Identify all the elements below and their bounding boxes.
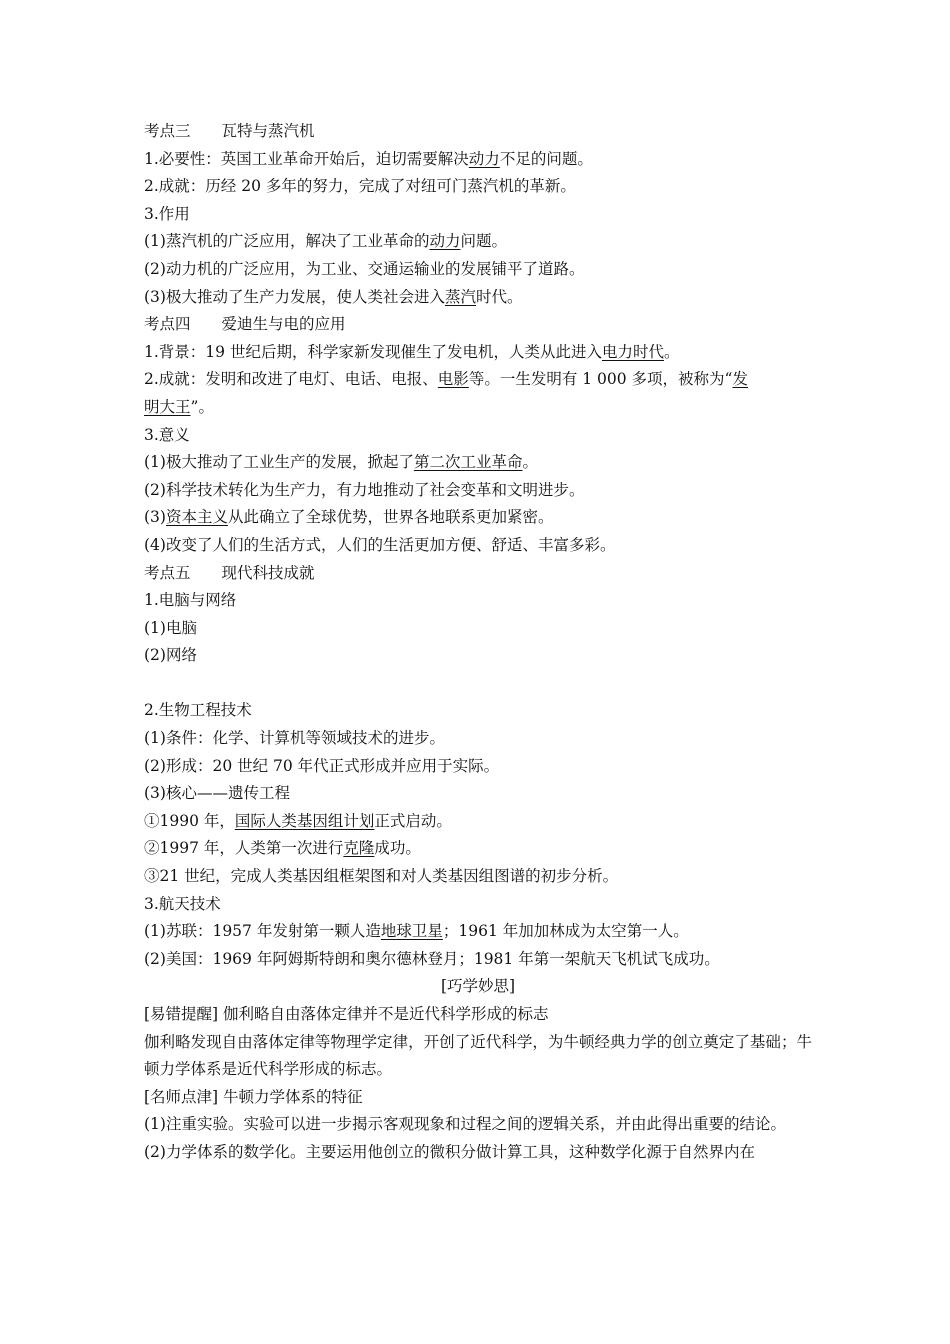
text-line: (2)科学技术转化为生产力，有力地推动了社会变革和文明进步。 [144,480,585,499]
text-line: (2)动力机的广泛应用，为工业、交通运输业的发展铺平了道路。 [144,259,585,278]
document-page [144,118,812,1167]
key-term: 明大王 [144,397,191,416]
key-term: 电力时代 [601,342,664,361]
text-line: (2)力学体系的数学化。主要运用他创立的微积分做计算工具，这种数学化源于自然界内在 [144,1142,755,1161]
text-line: (3)极大推动了生产力发展，使人类社会进入蒸汽时代。 [144,287,523,306]
section-label: 考点三 [144,122,191,140]
text-line: ②1997 年，人类第一次进行克隆成功。 [144,839,421,858]
section-label: 考点五 [144,563,191,582]
text-line: (2)美国：1969 年阿姆斯特朗和奥尔德林登月；1981 年第一架航天飞机试飞成功。 [144,949,720,968]
key-term: 动力 [429,232,461,251]
key-term: 发 [732,370,748,389]
section-heading [144,118,812,146]
paragraph: 伽利略发现自由落体定律等物理学定律，开创了近代科学，为牛顿经典力学的创立奠定了基础；牛顿力学体系是近代科学形成的标志。 [144,1032,812,1079]
section-label: 考点四 [144,315,191,334]
text-line: (3)核心——遗传工程 [144,784,290,803]
error-reminder-heading: [易错提醒] 伽利略自由落体定律并不是近代科学形成的标志 [144,1005,549,1023]
section-title: 现代科技成就 [221,563,315,582]
teacher-note-heading: [名师点津] 牛顿力学体系的特征 [144,1087,363,1106]
text-line: (1)极大推动了工业生产的发展，掀起了第二次工业革命。 [144,453,538,472]
blank-line [144,670,812,698]
text-line: 1.背景：19 世纪后期，科学家新发现催生了发电机，人类从此进入电力时代。 [144,342,680,361]
subheading: 2.生物工程技术 [144,701,252,720]
text-line: (2)网络 [144,646,197,665]
section-title: 爱迪生与电的应用 [221,315,346,334]
section-title: 瓦特与蒸汽机 [221,122,315,140]
text-line: 1.必要性：英国工业革命开始后，迫切需要解决动力不足的问题。 [144,149,593,168]
section-heading [144,560,812,588]
paragraph: (1)注重实验。实验可以进一步揭示客观现象和过程之间的逻辑关系，并由此得出重要的结论。 [144,1115,786,1134]
text-line: (1)电脑 [144,618,197,637]
subheading: 3.意义 [144,425,190,444]
subheading: 3.航天技术 [144,894,221,913]
key-term: 地球卫星 [380,922,443,941]
text-line: (1)苏联：1957 年发射第一颗人造地球卫星；1961 年加加林成为太空第一人。 [144,922,689,941]
key-term: 第二次工业革命 [413,453,523,472]
text-line: ③21 世纪，完成人类基因组框架图和对人类基因组图谱的初步分析。 [144,867,619,886]
text-line: (3)资本主义从此确立了全球优势，世界各地联系更加紧密。 [144,508,554,527]
tips-heading: [巧学妙思] [440,977,516,996]
text-line: (4)改变了人们的生活方式，人们的生活更加方便、舒适、丰富多彩。 [144,535,616,554]
text-line: 2.成就：历经 20 多年的努力，完成了对纽可门蒸汽机的革新。 [144,177,576,196]
key-term: 电影 [437,370,469,389]
key-term: 资本主义 [165,508,228,527]
text-line: ①1990 年，国际人类基因组计划正式启动。 [144,811,452,830]
subheading: 1.电脑与网络 [144,591,237,610]
text-line: 明大王”。 [144,397,214,416]
text-line: (2)形成：20 世纪 70 年代正式形成并应用于实际。 [144,756,500,775]
key-term: 国际人类基因组计划 [234,811,375,830]
text-line: (1)条件：化学、计算机等领域技术的进步。 [144,729,445,748]
text-line: (1)蒸汽机的广泛应用，解决了工业革命的动力问题。 [144,232,507,251]
text-line: 2.成就：发明和改进了电灯、电话、电报、电影等。一生发明有 1 000 多项，被称为“发 [144,370,748,389]
key-term: 动力 [468,149,500,168]
key-term: 克隆 [343,839,375,858]
section-heading [144,311,812,339]
key-term: 蒸汽 [444,287,476,306]
subheading: 3.作用 [144,204,190,223]
